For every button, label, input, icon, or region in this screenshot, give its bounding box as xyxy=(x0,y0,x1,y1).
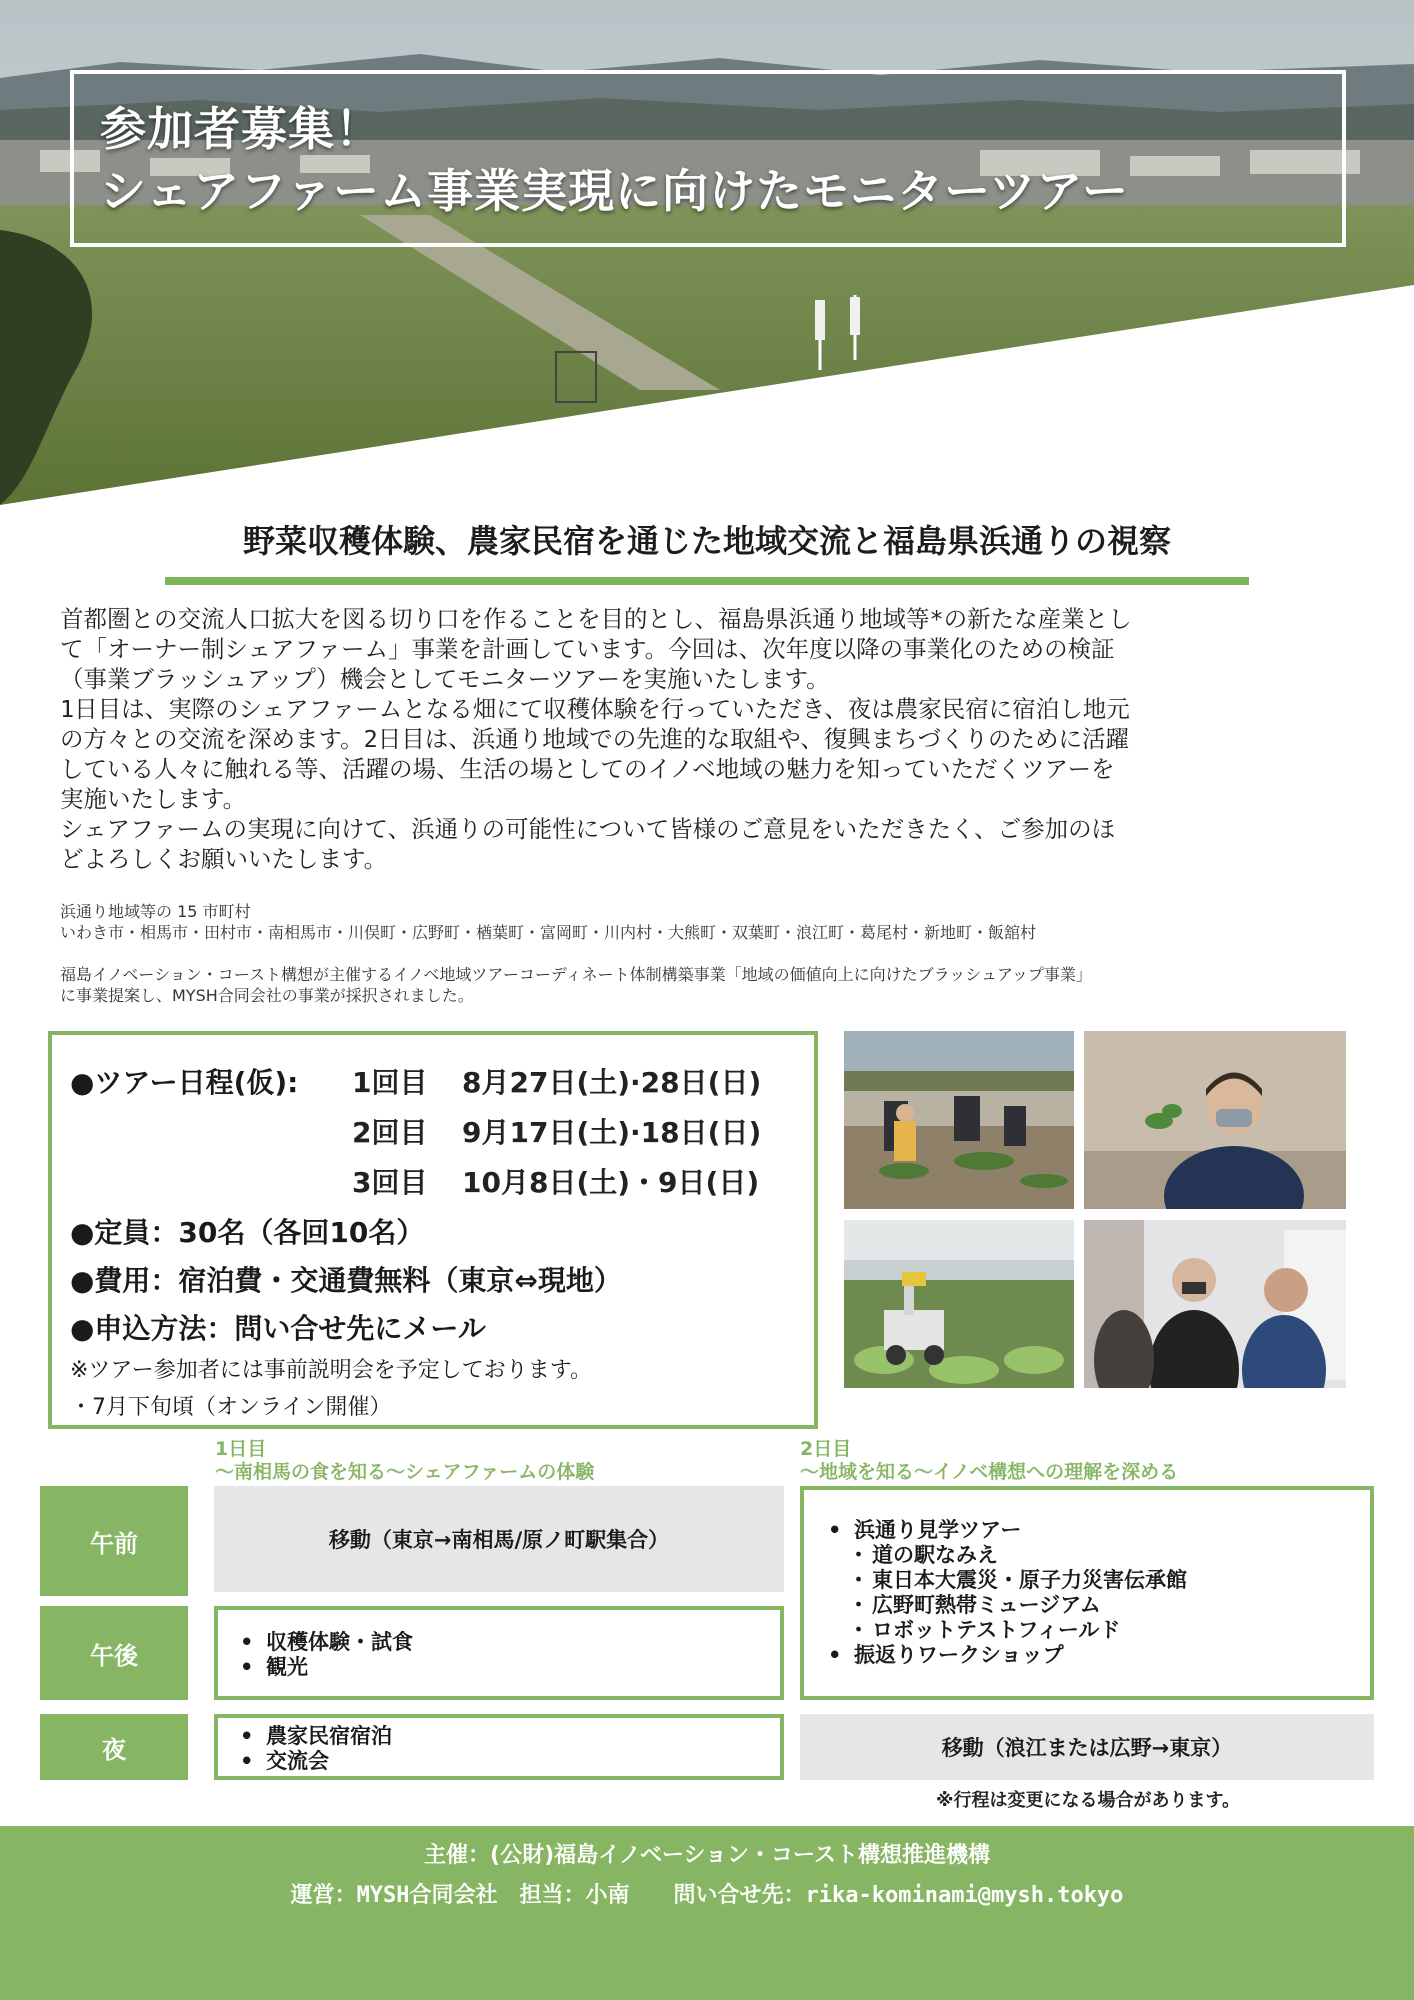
footer xyxy=(0,1826,1414,2000)
list-item: • 観光 xyxy=(232,1655,766,1680)
list-item: ・ 広野町熱帯ミュージアム xyxy=(820,1593,1354,1618)
schedule-dates: 8月27日(土)·28日(日) xyxy=(462,1066,762,1099)
harvest-photo xyxy=(844,1031,1074,1209)
day2-label: 2日目 xyxy=(800,1438,852,1460)
day2-theme: ～地域を知る～イノベ構想への理解を深める xyxy=(800,1461,1179,1483)
program-note-line-2: に事業提案し、MYSH合同会社の事業が採択されました。 xyxy=(60,986,474,1005)
schedule-round: 1回目 xyxy=(352,1066,428,1099)
intro-line: （事業ブラッシュアップ）機会としてモニターツアーを実施いたします。 xyxy=(60,665,830,693)
cost-text: ●費用：宿泊費・交通費無料（東京⇔現地） xyxy=(70,1264,622,1297)
title-line-1: 参加者募集！ xyxy=(100,102,382,156)
schedule-row xyxy=(352,1111,761,1151)
title-line-2: シェアファーム事業実現に向けたモニターツアー xyxy=(100,164,1129,218)
day1-header xyxy=(215,1438,594,1484)
intro-line: 実施いたします。 xyxy=(60,785,247,813)
municipalities-heading: 浜通り地域等の 15 市町村 xyxy=(60,902,251,921)
list-item: • 交流会 xyxy=(232,1749,766,1774)
schedule-label: ●ツアー日程(仮): xyxy=(70,1066,299,1099)
footer-organizer: 主催：(公財)福島イノベーション・コースト構想推進機構 xyxy=(424,1843,990,1868)
intro-line: て「オーナー制シェアファーム」事業を計画しています。今回は、次年度以降の事業化のための検証 xyxy=(60,635,1115,663)
day2-header xyxy=(800,1438,1178,1484)
period-morning: 午前 xyxy=(40,1486,188,1596)
day1-night-box xyxy=(214,1714,784,1780)
schedule-row xyxy=(352,1161,759,1201)
apply-text: ●申込方法：問い合せ先にメール xyxy=(70,1312,486,1345)
schedule-dates: 10月8日(土)・9日(日) xyxy=(462,1166,760,1199)
page-subtitle: 野菜収穫体験、農家民宿を通じた地域交流と福島県浜通りの視察 xyxy=(242,522,1171,560)
people-visit-photo xyxy=(1084,1220,1346,1388)
list-item: ・ 道の駅なみえ xyxy=(820,1543,1354,1568)
intro-line: どよろしくお願いいたします。 xyxy=(60,845,388,873)
intro-line: シェアファームの実現に向けて、浜通りの可能性について皆様のご意見をいただきたく、ご参加のほ xyxy=(60,815,1116,843)
tour-info-box xyxy=(48,1031,818,1429)
farmer-portrait-photo xyxy=(1084,1031,1346,1209)
footer-operator: 運営：MYSH合同会社 担当：小南 問い合せ先：rika-kominami@mysh.tokyo xyxy=(290,1883,1124,1908)
list-item: • 収穫体験・試食 xyxy=(232,1630,766,1655)
intro-line: の方々との交流を深めます。2日目は、浜通り地域での先進的な取組や、復興まちづくりのために活躍 xyxy=(60,725,1130,753)
schedule-round: 2回目 xyxy=(352,1116,428,1149)
day2-activities-box xyxy=(800,1486,1374,1700)
intro-line: 首都圏との交流人口拡大を図る切り口を作ることを目的とし、福島県浜通り地域等*の新たな産業とし xyxy=(60,605,1132,633)
subtitle-underline xyxy=(165,577,1249,585)
list-item: ・ ロボットテストフィールド xyxy=(820,1618,1354,1643)
day1-label: 1日目 xyxy=(215,1438,267,1460)
robot-farm-photo xyxy=(844,1220,1074,1388)
day1-afternoon-box xyxy=(214,1606,784,1700)
intro-line: 1日目は、実際のシェアファームとなる畑にて収穫体験を行っていただき、夜は農家民宿に宿泊し地元 xyxy=(60,695,1130,723)
schedule-round: 3回目 xyxy=(352,1166,428,1199)
day2-night-box: 移動（浪江または広野→東京） xyxy=(800,1714,1374,1780)
hero-banner xyxy=(0,0,1414,505)
municipalities-list: いわき市・相馬市・田村市・南相馬市・川俣町・広野町・楢葉町・富岡町・川内村・大熊町・双葉町・浪江町・葛尾村・新地町・飯舘村 xyxy=(60,923,1037,942)
list-item: • 農家民宿宿泊 xyxy=(232,1724,766,1749)
schedule-footnote: ※行程は変更になる場合があります。 xyxy=(936,1790,1241,1811)
program-note-line-1: 福島イノベーション・コースト構想が主催するイノベ地域ツアーコーディネート体制構築事業「地域の価値向上に向けたブラッシュアップ事業」 xyxy=(60,965,1092,984)
schedule-row xyxy=(352,1061,761,1101)
list-item: ・ 東日本大震災・原子力災害伝承館 xyxy=(820,1568,1354,1593)
list-item: • 浜通り見学ツアー xyxy=(820,1518,1354,1543)
intro-line: している人々に触れる等、活躍の場、生活の場としてのイノベ地域の魅力を知っていただくツアーを xyxy=(60,755,1115,783)
intro-text xyxy=(60,604,1360,874)
program-note xyxy=(60,964,1360,1006)
briefing-date: ・7月下旬頃（オンライン開催） xyxy=(70,1395,392,1420)
day1-theme: ～南相馬の食を知る～シェアファームの体験 xyxy=(215,1461,595,1483)
day1-morning-box: 移動（東京→南相馬/原ノ町駅集合） xyxy=(214,1486,784,1592)
period-night: 夜 xyxy=(40,1714,188,1780)
briefing-note: ※ツアー参加者には事前説明会を予定しております。 xyxy=(70,1358,593,1383)
capacity-text: ●定員：30名（各回10名） xyxy=(70,1216,425,1249)
period-afternoon: 午後 xyxy=(40,1606,188,1700)
municipalities-block xyxy=(60,901,1360,943)
list-item: • 振返りワークショップ xyxy=(820,1643,1354,1668)
title-box xyxy=(70,70,1346,247)
schedule-dates: 9月17日(土)·18日(日) xyxy=(462,1116,762,1149)
